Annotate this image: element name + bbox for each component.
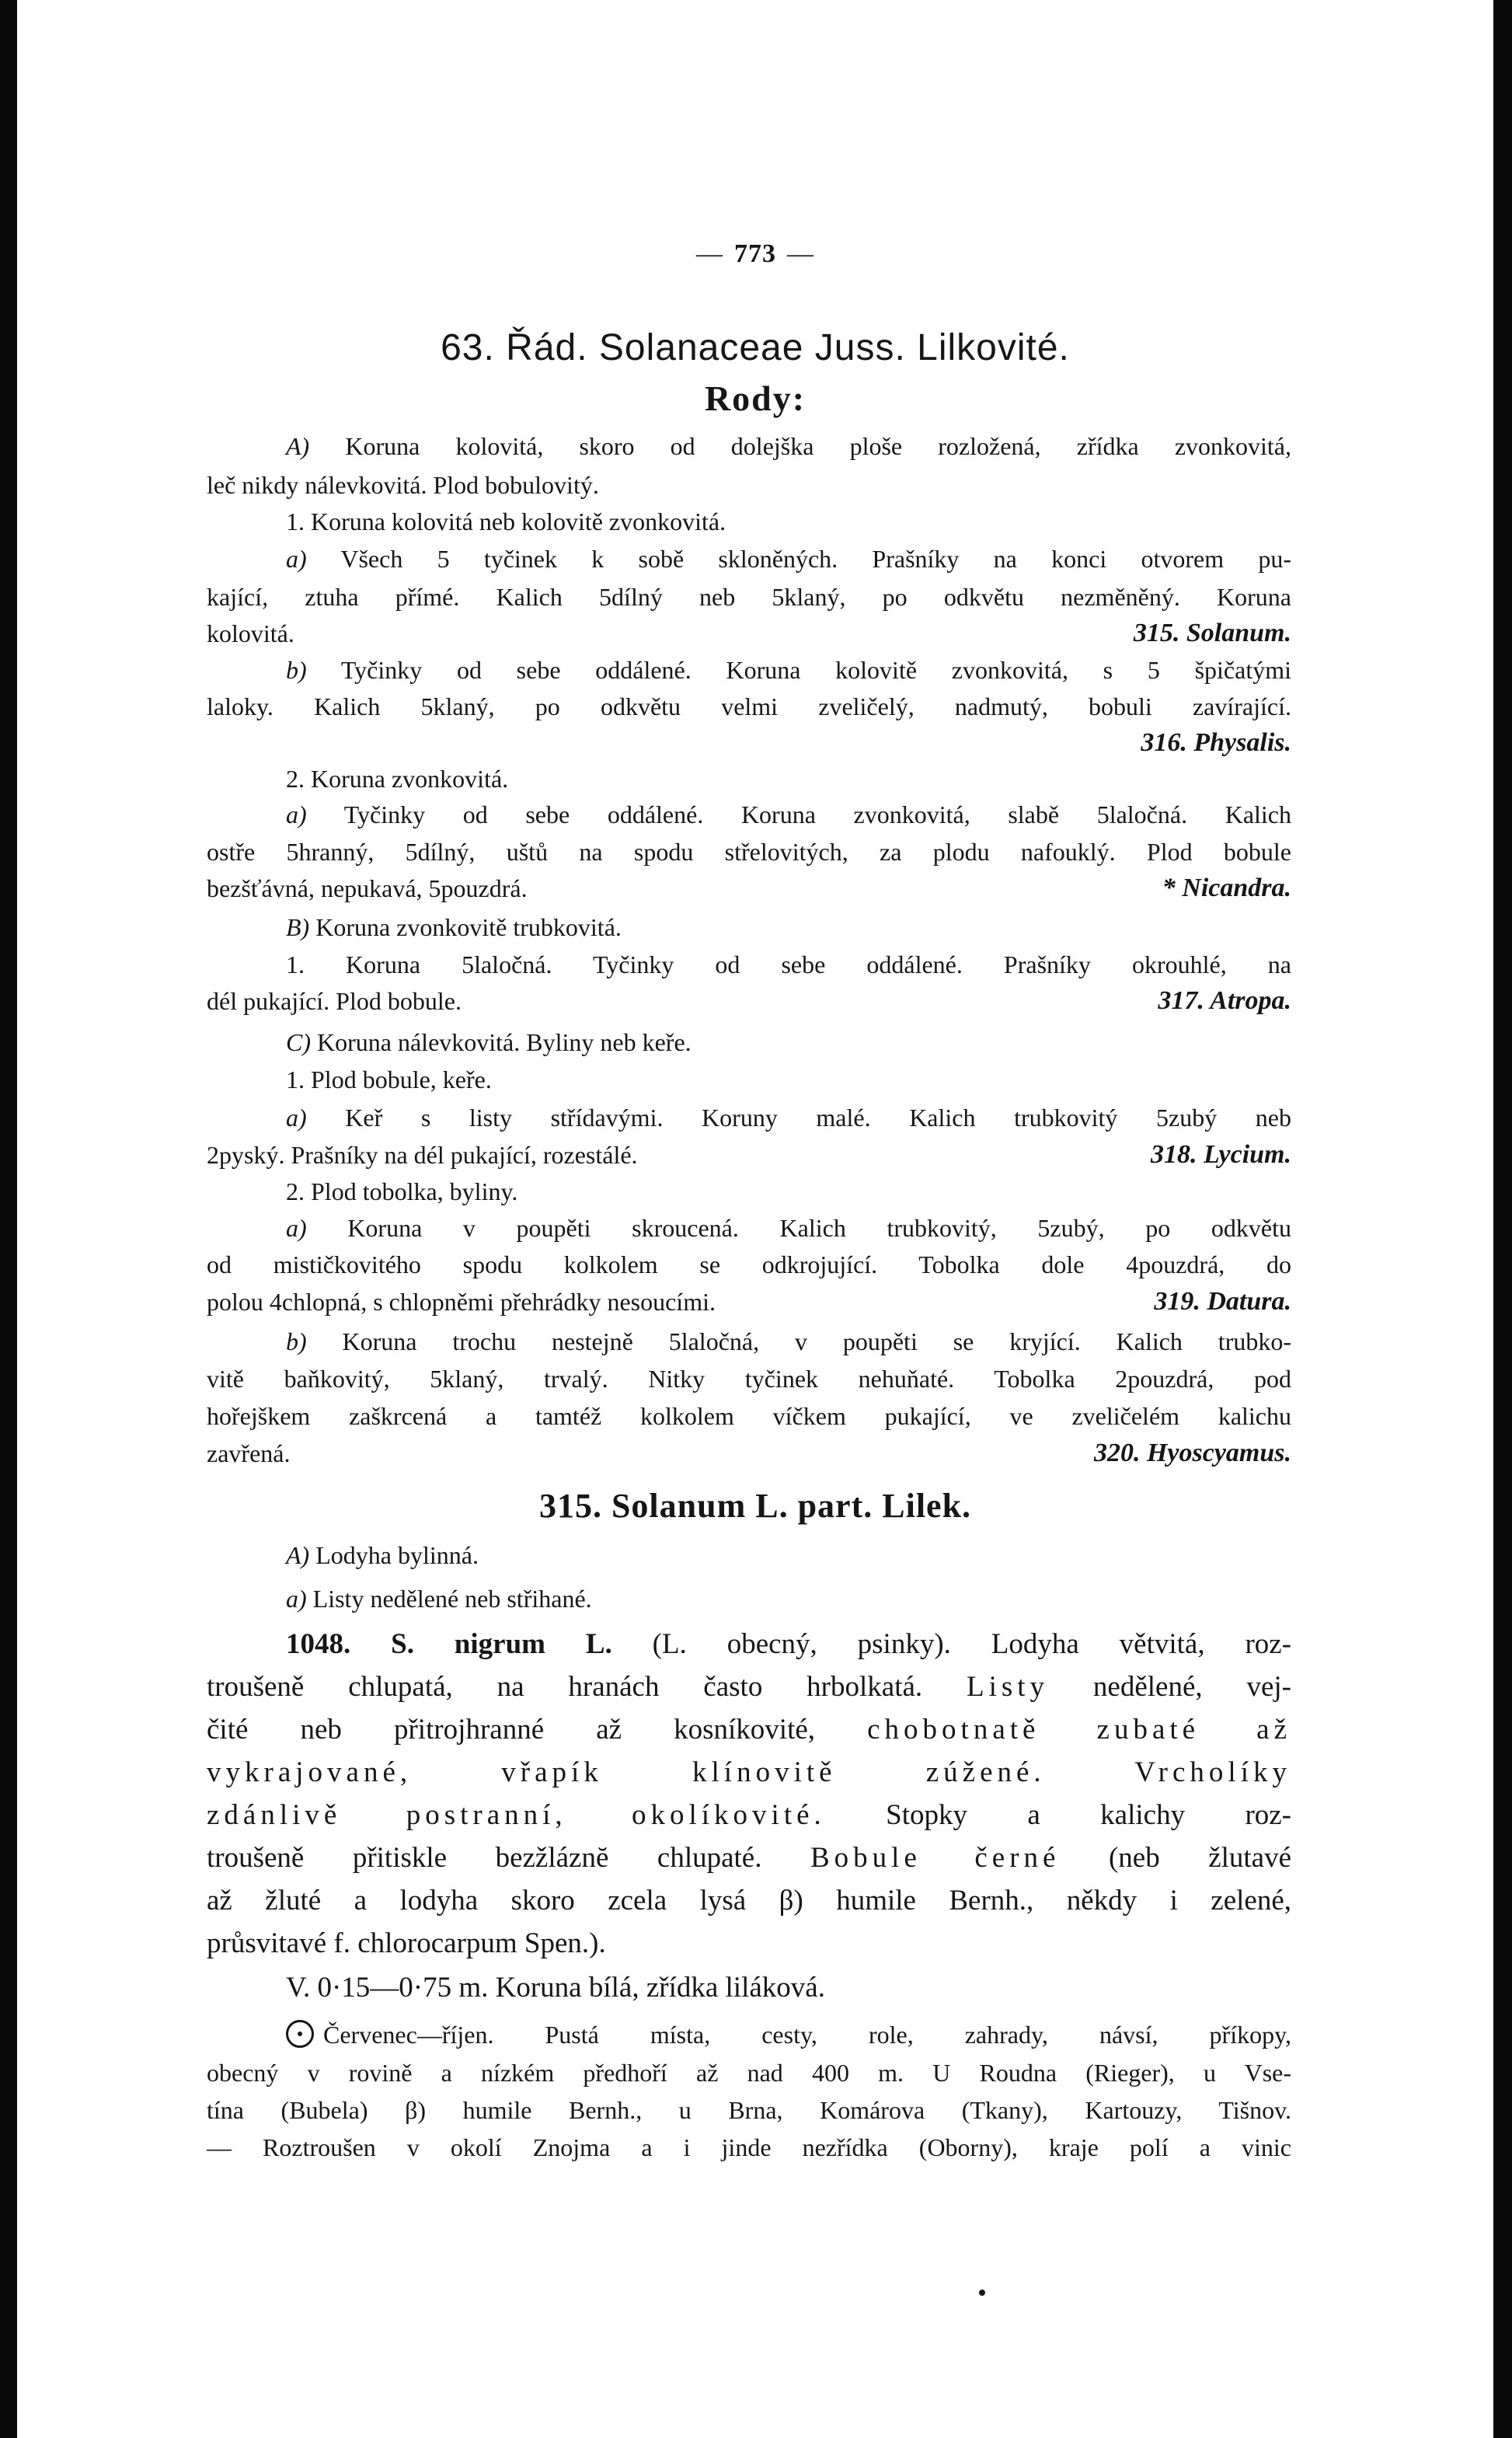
- print-speck: [979, 2290, 985, 2296]
- key-line: laloky. Kalich 5klaný, po odkvětu velmi zveličelý, nadmutý, bobuli zavírající.: [207, 692, 1291, 720]
- species-line: až žluté a lodyha skoro zcela lysá β) humile Bernh., někdy i zelené,: [207, 1885, 1291, 1917]
- habitat-line: obecný v rovině a nízkém předhoří až nad 400 m. U Roudna (Rieger), u Vse-: [207, 2059, 1291, 2087]
- key-line: 2pyský. Prašníky na dél pukající, rozestálé. 318. Lycium.: [207, 1135, 1291, 1174]
- species-line: čité neb přitrojhranné až kosníkovité, chobotnatě zubaté až: [207, 1714, 1291, 1746]
- key-line: vitě baňkovitý, 5klaný, trvalý. Nitky tyčinek nehuňaté. Tobolka 2pouzdrá, pod: [207, 1365, 1291, 1393]
- species-line: průsvitavé f. chlorocarpum Spen.).: [207, 1927, 606, 1959]
- habitat-line: Červenec—říjen. Pustá místa, cesty, role, zahrady, návsí, příkopy,: [286, 2015, 1291, 2054]
- key-line: b) Koruna trochu nestejně 5laločná, v poupěti se kryjící. Kalich trubko-: [286, 1327, 1292, 1355]
- genus-heading: 315. Solanum L. part. Lilek.: [538, 1487, 972, 1525]
- key-line: 2. Koruna zvonkovitá.: [286, 765, 509, 793]
- order-heading: 63. Řád. Solanaceae Juss. Lilkovité.: [441, 327, 1070, 368]
- key-line: 1. Koruna 5laločná. Tyčinky od sebe oddálené. Prašníky okrouhlé, na: [286, 950, 1291, 978]
- key-line: leč nikdy nálevkovitá. Plod bobulovitý.: [207, 471, 599, 499]
- key-line: A) Koruna kolovitá, skoro od dolejška ploše rozložená, zřídka zvonkovitá,: [286, 432, 1292, 460]
- key-line: a) Keř s listy střídavými. Koruny malé. Kalich trubkovitý 5zubý neb: [286, 1104, 1291, 1132]
- species-name: 1048. S. nigrum L.: [286, 1628, 612, 1660]
- sub-key-line: a) Listy nedělené neb střihané.: [286, 1585, 592, 1613]
- species-line: vykrajované, vřapík klínovitě zúžené. Vrcholíky: [207, 1756, 1291, 1788]
- genus-ref-316: 316. Physalis.: [1141, 728, 1291, 757]
- genus-ref-nicandra: * Nicandra.: [1162, 874, 1291, 902]
- key-line: [207, 724, 1291, 762]
- key-line: od mističkovitého spodu kolkolem se odkrojující. Tobolka dole 4pouzdrá, do: [207, 1250, 1291, 1278]
- species-line: troušeně chlupatá, na hranách často hrbolkatá. Listy nedělené, vej-: [207, 1671, 1291, 1703]
- annual-plant-symbol-icon: [286, 2020, 314, 2048]
- genus-ref-319: 319. Datura.: [1154, 1287, 1291, 1316]
- sub-key-line: A) Lodyha bylinná.: [286, 1541, 479, 1569]
- key-line: B) Koruna zvonkovitě trubkovitá.: [286, 913, 622, 941]
- key-line: ostře 5hranný, 5dílný, uštů na spodu střelovitých, za plodu nafouklý. Plod bobule: [207, 838, 1291, 866]
- key-line: bezšťávná, nepukavá, 5pouzdrá. * Nicandra.: [207, 869, 1291, 908]
- species-line: troušeně přitiskle bezžláznĕ chlupaté. Bobule černé (neb žlutavé: [207, 1842, 1292, 1874]
- key-line: dél pukající. Plod bobule. 317. Atropa.: [207, 982, 1291, 1020]
- species-line: V. 0·15—0·75 m. Koruna bílá, zřídka liláková.: [286, 1972, 825, 2004]
- genus-ref-318: 318. Lycium.: [1151, 1140, 1291, 1169]
- key-line: kající, ztuha přímé. Kalich 5dílný neb 5klaný, po odkvětu nezměněný. Koruna: [207, 583, 1291, 611]
- genus-ref-315: 315. Solanum.: [1133, 619, 1291, 647]
- key-line: b) Tyčinky od sebe oddálené. Koruna kolovitě zvonkovitá, s 5 špičatými: [286, 656, 1292, 684]
- key-line: hořejškem zaškrcená a tamtéž kolkolem víčkem pukající, ve zveličelém kalichu: [207, 1402, 1291, 1430]
- key-line: polou 4chlopná, s chlopněmi přehrádky nesoucími. 319. Datura.: [207, 1282, 1291, 1321]
- key-line: kolovitá. 315. Solanum.: [207, 614, 1291, 653]
- scan-edge-left: [0, 0, 17, 2438]
- genera-heading: Rody:: [704, 378, 807, 418]
- genus-ref-320: 320. Hyoscyamus.: [1093, 1439, 1291, 1467]
- key-line: 1. Plod bobule, keře.: [286, 1066, 492, 1093]
- key-line: 2. Plod tobolka, byliny.: [286, 1177, 518, 1205]
- book-page: [17, 0, 1493, 2438]
- key-line: zavřená. 320. Hyoscyamus.: [207, 1434, 1291, 1473]
- species-line: 1048. S. nigrum L. (L. obecný, psinky). Lodyha větvitá, roz-: [286, 1628, 1292, 1660]
- habitat-line: tína (Bubela) β) humile Bernh., u Brna, Komárova (Tkany), Kartouzy, Tišnov.: [207, 2096, 1291, 2124]
- page-number: — 773 —: [696, 239, 814, 268]
- key-line: a) Všech 5 tyčinek k sobě skloněných. Prašníky na konci otvorem pu-: [286, 545, 1292, 573]
- key-line: a) Tyčinky od sebe oddálené. Koruna zvonkovitá, slabě 5laločná. Kalich: [286, 800, 1292, 828]
- key-line: C) Koruna nálevkovitá. Byliny neb keře.: [286, 1028, 692, 1056]
- genus-ref-317: 317. Atropa.: [1158, 986, 1291, 1015]
- key-line: a) Koruna v poupěti skroucená. Kalich trubkovitý, 5zubý, po odkvětu: [286, 1214, 1292, 1242]
- key-line: 1. Koruna kolovitá neb kolovitě zvonkovitá.: [286, 507, 726, 535]
- habitat-line: — Roztroušen v okolí Znojma a i jinde nezřídka (Oborny), kraje polí a vinic: [207, 2133, 1291, 2161]
- scan-edge-right: [1493, 0, 1512, 2438]
- species-line: zdánlivě postranní, okolíkovité. Stopky a kalichy roz-: [207, 1799, 1292, 1831]
